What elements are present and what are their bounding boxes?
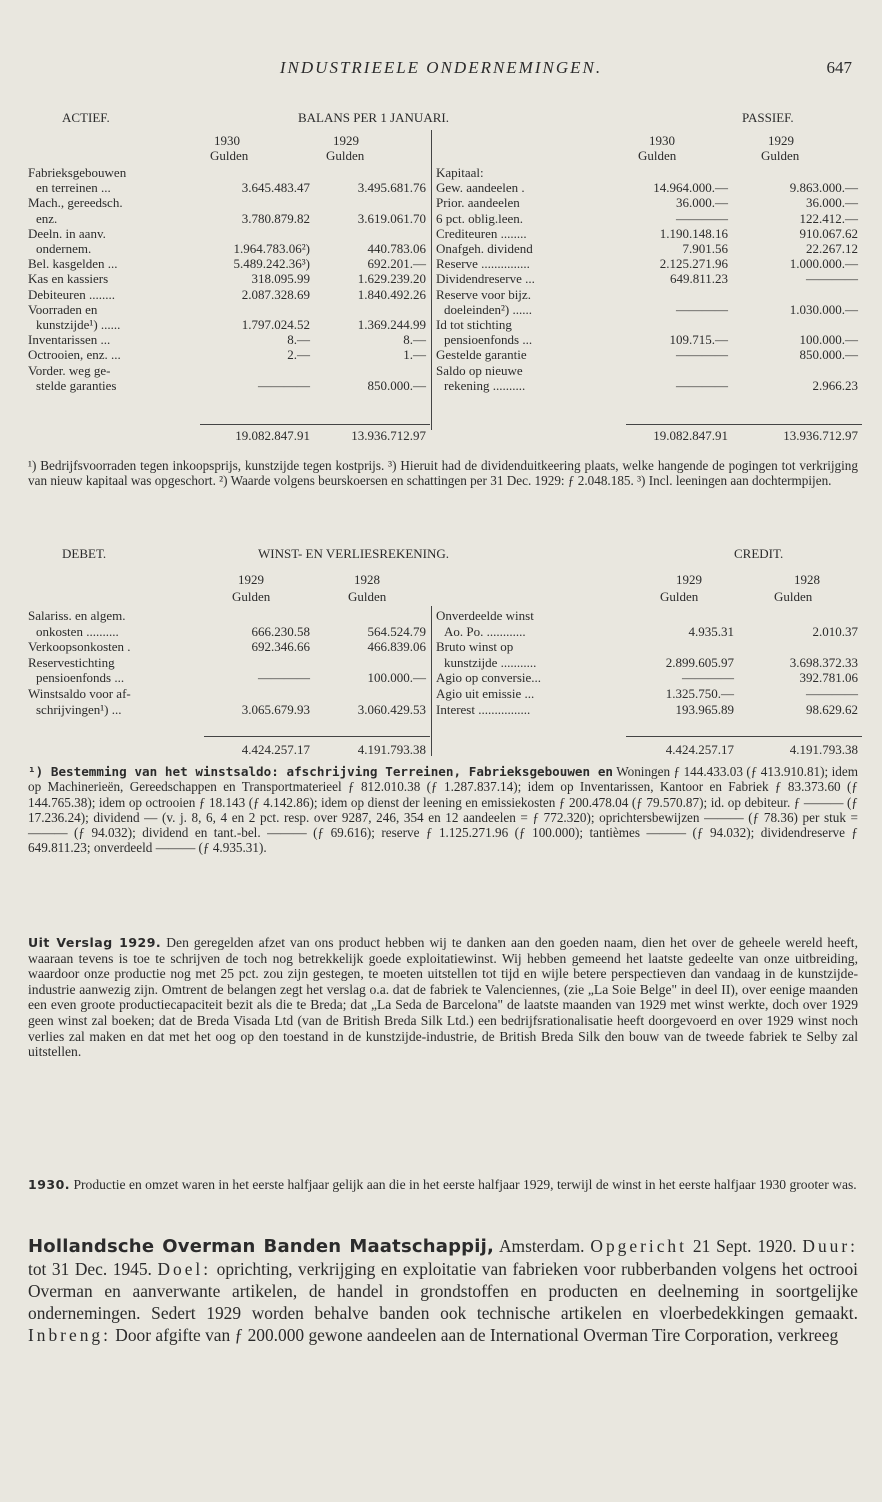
row-label: Winstsaldo voor af- <box>28 686 131 701</box>
row-label: Crediteuren ........ <box>436 225 527 241</box>
year-header: 1928 <box>354 572 380 587</box>
total-value: 4.424.257.17 <box>665 742 734 757</box>
row-label: kunstzijde ........... <box>444 654 537 670</box>
total-value: 4.191.793.38 <box>789 742 858 757</box>
row-value: 1.797.024.52 <box>241 317 310 332</box>
row-value: 9.863.000.— <box>789 180 858 196</box>
year-header: 1930 <box>649 133 675 148</box>
row-value: ———— <box>676 377 728 393</box>
company-entry <box>28 1235 858 1346</box>
row-label: enz. <box>36 210 58 226</box>
unit-header: Gulden <box>210 148 249 163</box>
row-label: Kapitaal: <box>436 165 484 180</box>
row-label: Vorder. weg ge- <box>28 362 111 378</box>
row-value: 36.000.— <box>806 195 858 211</box>
row-value: 3.698.372.33 <box>789 654 858 670</box>
row-label: Deeln. in aanv. <box>28 225 106 241</box>
row-value: 2.966.23 <box>812 377 858 393</box>
row-value: 692.346.66 <box>251 639 310 655</box>
row-value: 98.629.62 <box>806 701 858 717</box>
total-rule <box>200 424 430 425</box>
annual-report-paragraph <box>28 935 858 1060</box>
column-divider <box>431 130 432 430</box>
row-label: Mach., gereedsch. <box>28 195 123 211</box>
balance-footnotes <box>28 458 858 489</box>
column-divider <box>431 606 432 756</box>
debet-heading: DEBET. <box>62 546 107 561</box>
company-name: Hollandsche Overman Banden Maatschappij, <box>28 1236 495 1257</box>
row-label: Dividendreserve ... <box>436 271 535 287</box>
row-value: ———— <box>682 670 734 686</box>
row-value: 4.935.31 <box>688 623 734 639</box>
year-header: 1929 <box>238 572 264 587</box>
winst-title: WINST- EN VERLIESREKENING. <box>258 546 450 561</box>
profit-footnote <box>28 764 858 856</box>
row-value: 8.— <box>287 332 310 348</box>
row-label: Id tot stichting <box>436 317 512 332</box>
footnote-text: ¹) Bedrijfsvoorraden tegen inkoopsprijs, kunstzijde tegen kostprijs. ³) Hieruit had de dividenduitkeering plaats, welke hangende de pogingen tot verkrijging van nieuw kapitaal was opgeschort. ²) Waarde volgens beurskoersen en schattingen per 31 Dec. 1929: ƒ 2.048.185. ³) Incl. leeningen aan dochtermpijen. <box>28 458 858 489</box>
row-value: 8.— <box>403 332 426 348</box>
row-label: Saldo op nieuwe <box>436 362 523 378</box>
row-label: en terreinen ... <box>36 180 111 196</box>
row-label: Onverdeelde winst <box>436 608 534 623</box>
running-title: INDUSTRIEELE ONDERNEMINGEN. <box>279 58 603 77</box>
row-value: 666.230.58 <box>251 623 310 639</box>
row-value: 109.715.— <box>669 332 728 348</box>
year-header: 1929 <box>333 133 359 148</box>
row-value: 193.965.89 <box>675 701 734 717</box>
row-label: Gestelde garantie <box>436 347 527 363</box>
page-header <box>0 58 882 82</box>
actief-heading: ACTIEF. <box>62 110 110 125</box>
row-value: 36.000.— <box>676 195 728 211</box>
row-value: 564.524.79 <box>367 623 426 639</box>
purpose-label: Doel: <box>157 1259 212 1279</box>
unit-header: Gulden <box>638 148 677 163</box>
unit-header: Gulden <box>326 148 365 163</box>
row-label: Kas en kassiers <box>28 271 109 287</box>
row-label: Bruto winst op <box>436 639 514 655</box>
unit-header: Gulden <box>660 589 699 604</box>
row-label: onkosten .......... <box>36 623 119 639</box>
profit-loss-account <box>28 546 862 762</box>
founded-label: Opgericht <box>590 1236 687 1256</box>
row-label: Reserve ............... <box>436 256 530 272</box>
unit-header: Gulden <box>774 589 813 604</box>
total-value: 19.082.847.91 <box>235 428 310 443</box>
row-value: 3.495.681.76 <box>357 180 426 196</box>
row-value: ———— <box>676 301 728 317</box>
row-value: 5.489.242.36³) <box>233 256 310 272</box>
row-value: 850.000.— <box>799 347 858 363</box>
row-value: 3.065.679.93 <box>241 701 310 717</box>
row-value: 1.369.244.99 <box>357 317 426 332</box>
unit-header: Gulden <box>232 589 271 604</box>
row-value: 1.030.000.— <box>789 301 858 317</box>
row-value: 100.000.— <box>799 332 858 348</box>
row-value: ———— <box>806 686 858 701</box>
contribution-label: Inbreng: <box>28 1325 111 1345</box>
row-value: 2.087.328.69 <box>241 286 310 302</box>
credit-heading: CREDIT. <box>734 546 784 561</box>
company-city: Amsterdam. <box>499 1236 585 1256</box>
row-value: 1.629.239.20 <box>357 271 426 287</box>
balance-sheet <box>28 110 862 455</box>
row-label: Prior. aandeelen <box>436 195 520 211</box>
duration-label: Duur: <box>802 1236 858 1256</box>
row-label: Onafgeh. dividend <box>436 241 533 256</box>
row-label: pensioenfonds ... <box>36 670 125 686</box>
row-label: schrijvingen¹) ... <box>36 701 122 717</box>
total-value: 4.191.793.38 <box>357 742 426 757</box>
row-value: 850.000.— <box>367 377 426 393</box>
year-heading: 1930. <box>28 1177 71 1192</box>
row-label: stelde garanties <box>36 377 117 393</box>
row-value: 2.— <box>287 347 310 363</box>
row-label: Reservestichting <box>28 654 115 670</box>
row-value: 2.899.605.97 <box>665 654 734 670</box>
row-value: 1.325.750.— <box>665 686 734 701</box>
row-label: Fabrieksgebouwen <box>28 165 127 180</box>
row-label: doeleinden²) ...... <box>444 301 533 317</box>
total-value: 13.936.712.97 <box>351 428 426 443</box>
year-text: Productie en omzet waren in het eerste halfjaar gelijk aan die in het eerste halfjaar 1929, terwijl de winst in het eerste halfjaar 1930 grooter was. <box>73 1177 857 1192</box>
row-label: Agio op conversie... <box>436 670 542 686</box>
footnote-text: Woningen ƒ 144.433.03 (ƒ 413.910.81); idem op Machinerieën, Gereedschappen en Transportmaterieel ƒ 812.010.38 (ƒ 1.287.837.14); idem op Inventarissen, Kantoor en Fabriek ƒ 83.373.60 (ƒ 144.765.38); idem op octrooien ƒ 18.143 (ƒ 4.142.86); idem op dienst der leening en emissiekosten ƒ 200.478.04 (ƒ 79.570.87); id. op debiteur. ƒ ——— (ƒ 17.236.24); dividend — (v. j. 8, 6, 4 en 2 pct. resp. over 9287, 246, 354 en 12 aandeelen = ƒ 772.320); oprichtersbewijzen ——— (ƒ 78.36) per stuk = ——— (ƒ 94.032); dividend en tant.-bel. ——— (ƒ 69.616); reserve ƒ 1.125.271.96 (ƒ 100.000); tantièmes ——— (ƒ 94.032); dividendreserve ƒ 649.811.23; onverdeeld ——— (ƒ 4.935.31). <box>28 764 859 856</box>
year-header: 1929 <box>768 133 794 148</box>
row-value: 2.125.271.96 <box>659 256 728 272</box>
passief-heading: PASSIEF. <box>742 110 794 125</box>
row-value: 3.645.483.47 <box>241 180 310 196</box>
row-value: ———— <box>676 210 728 226</box>
year-1930-paragraph <box>28 1177 858 1193</box>
balance-title: BALANS PER 1 JANUARI. <box>298 110 449 125</box>
total-value: 13.936.712.97 <box>783 428 858 443</box>
row-value: 122.412.— <box>799 210 858 226</box>
row-label: Ao. Po. ............ <box>444 623 526 639</box>
row-label: Verkoopsonkosten . <box>28 639 131 655</box>
row-label: Bel. kasgelden ... <box>28 256 118 272</box>
row-label: ondernem. <box>36 241 92 256</box>
row-value: 22.267.12 <box>806 241 858 256</box>
row-value: 910.067.62 <box>799 225 858 241</box>
total-rule <box>626 424 862 425</box>
row-label: Gew. aandeelen . <box>436 180 525 196</box>
contribution-text: Door afgifte van ƒ 200.000 gewone aandeelen aan de International Overman Tire Corporation, verkreeg <box>115 1325 839 1345</box>
row-value: 100.000.— <box>367 670 426 686</box>
row-value: 1.840.492.26 <box>357 286 426 302</box>
row-value: ———— <box>258 377 310 393</box>
row-value: 2.010.37 <box>812 623 858 639</box>
year-header: 1929 <box>676 572 702 587</box>
year-header: 1928 <box>794 572 820 587</box>
row-label: pensioenfonds ... <box>444 332 533 348</box>
row-value: ———— <box>806 271 858 287</box>
row-value: ———— <box>676 347 728 363</box>
row-value: 649.811.23 <box>669 271 728 287</box>
duration-value: tot 31 Dec. 1945. <box>28 1259 152 1279</box>
row-value: 392.781.06 <box>799 670 858 686</box>
page-number: 647 <box>826 58 852 77</box>
total-value: 19.082.847.91 <box>653 428 728 443</box>
row-value: 3.060.429.53 <box>357 701 426 717</box>
row-value: 3.780.879.82 <box>241 210 310 226</box>
row-label: Octrooien, enz. ... <box>28 347 121 363</box>
purpose-text: oprichting, verkrijging en exploitatie van fabrieken voor rubberbanden volgens het octrooi Overman en aanverwante artikelen, de handel in grondstoffen en producten en deelneming in soortgelijke ondernemingen. Sedert 1929 worden behalve banden ook technische artikelen en vloerbedekkingen gemaakt. <box>28 1259 858 1323</box>
year-header: 1930 <box>214 133 240 148</box>
row-label: kunstzijde¹) ...... <box>36 317 121 332</box>
row-value: 1.190.148.16 <box>659 225 728 241</box>
row-value: 1.000.000.— <box>789 256 858 272</box>
row-label: rekening .......... <box>444 377 526 393</box>
footnote-bold: ¹) Bestemming van het winstsaldo: afschrijving Terreinen, Fabrieksgebouwen en <box>28 764 613 779</box>
total-value: 4.424.257.17 <box>241 742 310 757</box>
row-value: ———— <box>258 670 310 686</box>
unit-header: Gulden <box>761 148 800 163</box>
report-heading: Uit Verslag 1929. <box>28 935 162 950</box>
total-rule <box>626 736 862 737</box>
founded-date: 21 Sept. 1920. <box>692 1236 797 1256</box>
row-label: Inventarissen ... <box>28 332 111 348</box>
row-label: Salariss. en algem. <box>28 608 126 623</box>
row-label: 6 pct. oblig.leen. <box>436 210 524 226</box>
row-value: 7.901.56 <box>682 241 728 256</box>
row-label: Debiteuren ........ <box>28 286 116 302</box>
report-text: Den geregelden afzet van ons product hebben wij te danken aan den goeden naam, dien het over de geheele wereld heeft, waaraan tevens is toe te schrijven de toch nog betrekkelijk goede exploitatiewinst. Wij hebben gemeend het laatste gedeelte van onze uitbreiding, waardoor onze productie nog met 25 pct. zou zijn gestegen, te moeten uitstellen tot tijd en wijle betere perspectieven dan vandaag in de kunstzijde-industrie aanwezig zijn. Omtrent de belangen zegt het verslag o.a. dat de fabriek te Valenciennes, (zie „La Soie Belge" in deel II), over eenige maanden een even groote productiecapaciteit bezit als die te Breda; dat „La Seda de Barcelona" de laatste maanden van 1929 met winst werkte, doch over 1929 geen winst zal boeken; dat de Breda Visada Ltd (van de British Breda Silk Ltd.) een bedrijfsrationalisatie heeft doorgevoerd en over 1929 winst noch verlies zal maken en dat met het oog op den toestand in de kunstzijde-industrie, de British Breda Silk den bouw van de tweede fabriek te Selby zal uitstellen. <box>28 935 858 1060</box>
row-label: Interest ................ <box>436 701 531 717</box>
total-rule <box>204 736 430 737</box>
row-value: 440.783.06 <box>367 241 426 256</box>
row-value: 318.095.99 <box>251 271 310 287</box>
row-label: Reserve voor bijz. <box>436 286 531 302</box>
unit-header: Gulden <box>348 589 387 604</box>
row-label: Voorraden en <box>28 301 98 317</box>
row-value: 3.619.061.70 <box>357 210 426 226</box>
row-value: 14.964.000.— <box>653 180 728 196</box>
row-value: 1.964.783.06²) <box>233 241 310 256</box>
row-value: 1.— <box>403 347 426 363</box>
row-label: Agio uit emissie ... <box>436 686 535 701</box>
row-value: 466.839.06 <box>367 639 426 655</box>
row-value: 692.201.— <box>367 256 426 272</box>
